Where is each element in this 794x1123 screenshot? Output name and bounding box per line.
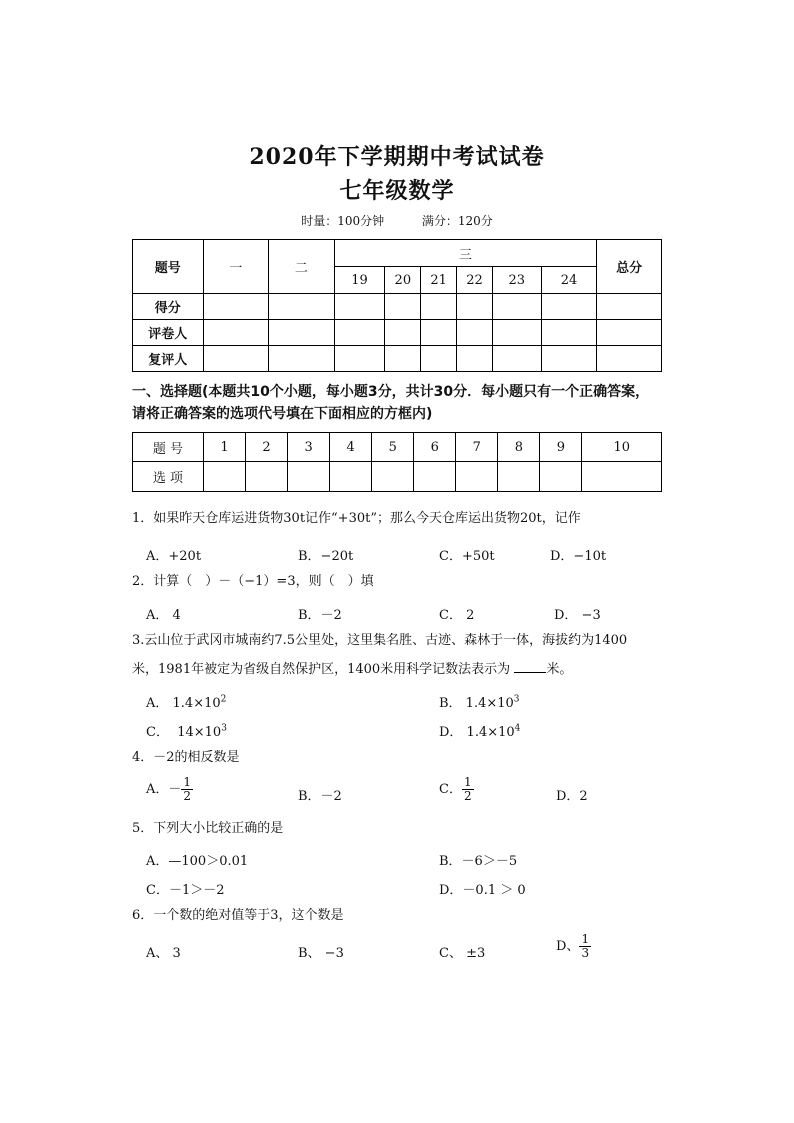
answer-cell[interactable]: [498, 462, 540, 492]
q3-c-base: C． 14×10: [146, 725, 222, 740]
answer-num: 10: [582, 433, 662, 462]
row-fuping: 复评人: [133, 346, 204, 372]
q5-option-b: B．－6＞－5: [439, 854, 518, 869]
answer-num: 7: [456, 433, 498, 462]
answer-header-xuanxiang: 选 项: [133, 462, 204, 492]
answer-cell[interactable]: [456, 462, 498, 492]
answer-num: 4: [330, 433, 372, 462]
q3-stem2-text: 米，1981年被定为省级自然保护区，1400米用科学记数法表示为: [132, 662, 511, 677]
answer-header-tihao: 题 号: [133, 433, 204, 462]
col-part3: 三: [334, 240, 597, 267]
fraction-denominator: 3: [581, 946, 590, 960]
fraction-numerator: 1: [581, 932, 590, 946]
q3-option-b: [439, 692, 520, 711]
answer-blank[interactable]: [514, 660, 546, 673]
fraction-denominator: 2: [463, 789, 472, 803]
q5-option-d: D．－0.1 ＞ 0: [439, 883, 526, 898]
q3-c-exp: 3: [221, 723, 227, 734]
q3-a-exp: 2: [220, 694, 227, 705]
sub-24: 24: [541, 267, 597, 294]
time-limit: 时量：100分钟: [301, 214, 385, 228]
q6-d-fraction: [579, 933, 591, 960]
q1-option-a: A．+20t: [146, 549, 202, 564]
q3-a-base: A． 1.4×10: [146, 696, 221, 711]
sub-19: 19: [334, 267, 385, 294]
q5-option-c: C．－1＞－2: [146, 883, 225, 898]
sub-23: 23: [492, 267, 541, 294]
q2-option-b: B．－2: [298, 608, 342, 623]
q4-option-d: D．2: [556, 789, 588, 804]
q4-a-sign: A．－: [146, 782, 182, 797]
q4-option-c: [439, 776, 474, 803]
answer-table: [132, 432, 662, 492]
question-2-stem: 2．计算（ ）－（−1）=3，则（ ）填: [132, 574, 374, 589]
q6-option-a: A、 3: [146, 946, 181, 961]
q3-b-base: B． 1.4×10: [439, 696, 514, 711]
answer-cell[interactable]: [582, 462, 662, 492]
answer-cell[interactable]: [372, 462, 414, 492]
q3-stem2-end: 米。: [546, 662, 573, 677]
answer-num: 9: [540, 433, 582, 462]
answer-cell[interactable]: [330, 462, 372, 492]
q1-option-b: B．−20t: [298, 549, 354, 564]
q4-a-fraction: [181, 776, 193, 803]
sub-22: 22: [457, 267, 493, 294]
answer-num: 2: [246, 433, 288, 462]
sub-21: 21: [421, 267, 457, 294]
fraction-numerator: 1: [183, 775, 192, 789]
fraction-numerator: 1: [463, 775, 472, 789]
question-1-stem: 1．如果昨天仓库运进货物30t记作“+30t”；那么今天仓库运出货物20t，记作: [132, 511, 581, 526]
q6-option-c: C、 ±3: [439, 946, 486, 961]
q3-option-a: [146, 692, 226, 711]
section1-line1: 一、选择题(本题共10个小题，每小题3分，共计30分．每小题只有一个正确答案，: [132, 384, 650, 400]
exam-title: 2020年下学期期中考试试卷: [249, 144, 545, 170]
q2-option-d: D． −3: [554, 608, 601, 623]
q3-option-d: [439, 721, 520, 740]
q6-option-b: B、 −3: [298, 946, 344, 961]
section1-heading: [132, 381, 672, 425]
q1-option-c: C．+50t: [439, 549, 495, 564]
question-3-stem-line2: [132, 656, 672, 684]
answer-cell[interactable]: [288, 462, 330, 492]
q1-option-d: D．−10t: [550, 549, 607, 564]
col-tihao: 题号: [133, 240, 204, 294]
section1-line2: 请将正确答案的选项代号填在下面相应的方框内): [132, 406, 433, 422]
col-part2: 二: [269, 240, 335, 294]
q6-option-d: [556, 933, 591, 960]
answer-num: 5: [372, 433, 414, 462]
score-table: [132, 239, 662, 372]
answer-cell[interactable]: [414, 462, 456, 492]
answer-num: 8: [498, 433, 540, 462]
q6-d-label: D、: [556, 939, 580, 954]
answer-num: 6: [414, 433, 456, 462]
row-pingjuan: 评卷人: [133, 320, 204, 346]
answer-cell[interactable]: [246, 462, 288, 492]
fraction-denominator: 2: [183, 789, 192, 803]
row-defen: 得分: [133, 294, 204, 320]
col-total: 总分: [597, 240, 662, 294]
question-6-stem: 6．一个数的绝对值等于3，这个数是: [132, 908, 344, 923]
question-4-stem: 4．－2的相反数是: [132, 750, 240, 765]
q3-d-base: D． 1.4×10: [439, 725, 515, 740]
q2-option-c: C． 2: [439, 608, 475, 623]
q3-option-c: [146, 721, 227, 740]
full-score: 满分：120分: [421, 214, 493, 228]
exam-subtitle: 七年级数学: [339, 178, 455, 204]
question-5-stem: 5．下列大小比较正确的是: [132, 821, 284, 836]
q4-c-fraction: [462, 776, 474, 803]
q4-option-a: [146, 776, 193, 803]
col-part1: 一: [203, 240, 269, 294]
question-3-stem-line1: 3.云山位于武冈市城南约7.5公里处，这里集名胜、古迹、森林于一体，海拔约为1400: [132, 633, 628, 648]
answer-num: 1: [204, 433, 246, 462]
q4-c-label: C．: [439, 782, 462, 797]
answer-num: 3: [288, 433, 330, 462]
q3-d-exp: 4: [514, 723, 521, 734]
q4-option-b: B．－2: [298, 789, 342, 804]
q3-b-exp: 3: [513, 694, 520, 705]
q2-option-a: A． 4: [146, 608, 181, 623]
sub-20: 20: [385, 267, 421, 294]
answer-cell[interactable]: [540, 462, 582, 492]
answer-cell[interactable]: [204, 462, 246, 492]
exam-meta: [0, 212, 794, 229]
q5-option-a: A．—100＞0.01: [146, 854, 249, 869]
